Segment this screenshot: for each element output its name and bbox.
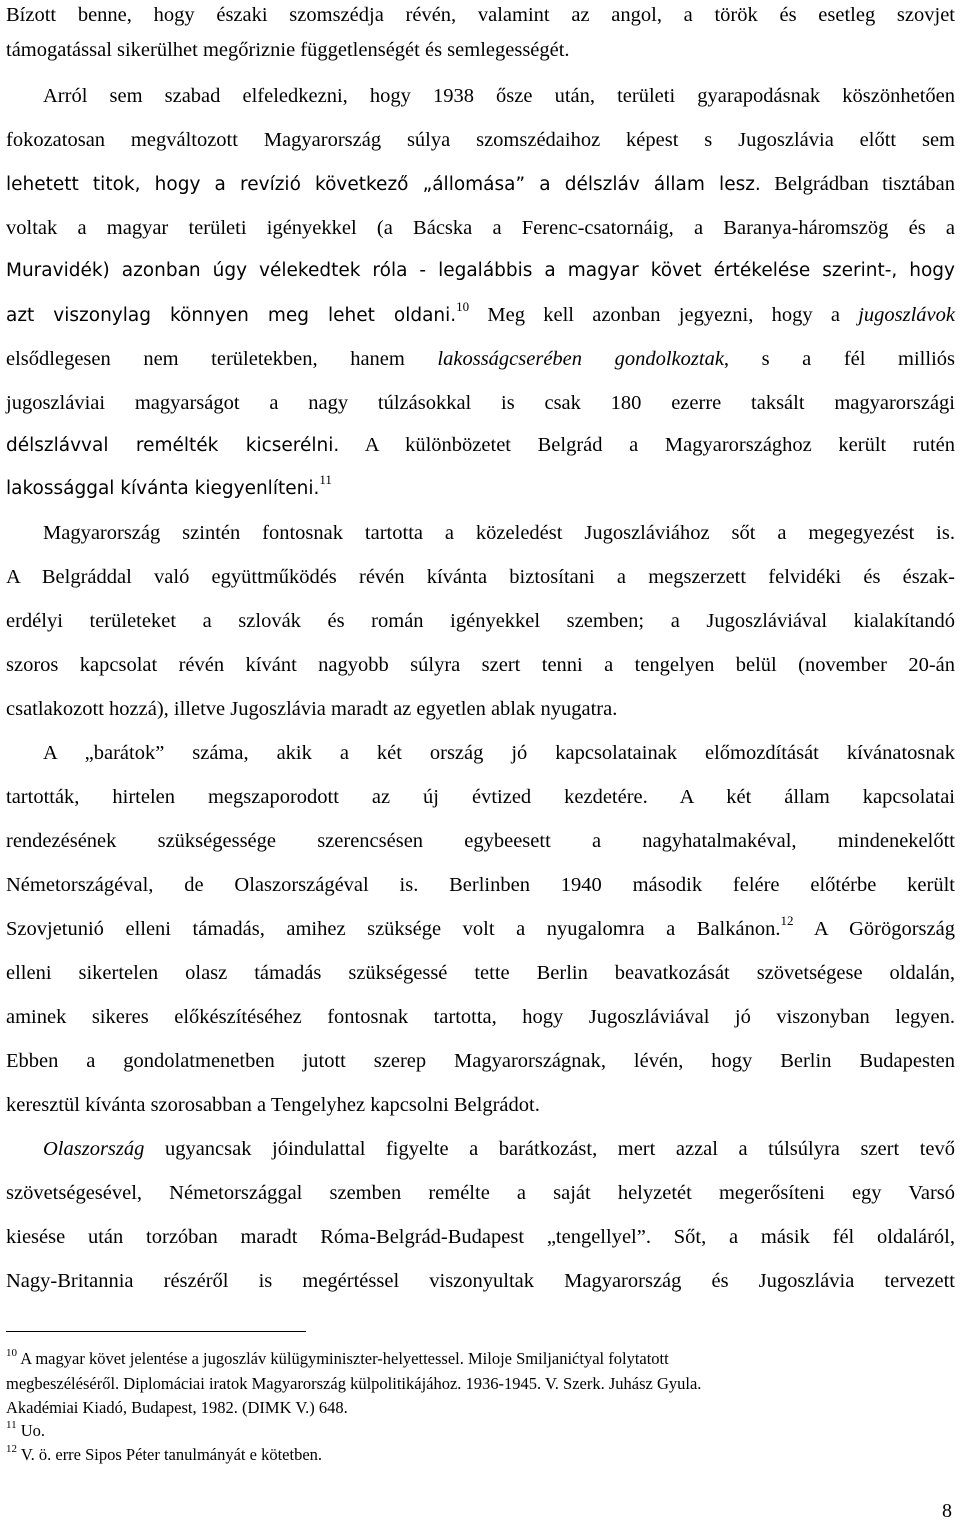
- footnote: [6, 1348, 669, 1370]
- text-run: Szovjetunió elleni támadás, amihez szüksége volt a nyugalomra a Balkánon.: [6, 918, 781, 940]
- body-line: fokozatosan megváltozott Magyarország súlya szomszédaihoz képest s Jugoszlávia előtt sem: [6, 129, 955, 151]
- body-line: Németországéval, de Olaszországéval is. Berlinben 1940 második felére előtérbe került: [6, 874, 955, 896]
- text-run: , s a fél milliós: [723, 348, 955, 370]
- page-number: 8: [942, 1500, 952, 1522]
- footnote-text: Uo.: [16, 1421, 46, 1440]
- footnote-text: Akadémiai Kiadó, Budapest, 1982. (DIMK V.) 648.: [6, 1398, 348, 1417]
- body-line: [6, 433, 955, 458]
- body-line: [6, 172, 955, 197]
- body-line: A „barátok” száma, akik a két ország jó kapcsolatainak előmozdítását kívánatosnak: [43, 742, 955, 764]
- body-line: támogatással sikerülhet megőriznie függetlenségét és semlegességét.: [6, 39, 570, 61]
- body-line: erdélyi területeket a szlovák és román igényekkel szemben; a Jugoszláviával kialakítandó: [6, 610, 955, 632]
- footnote-separator: [6, 1331, 306, 1332]
- body-line: Arról sem szabad elfeledkezni, hogy 1938 ősze után, területi gyarapodásnak köszönhetően: [43, 85, 955, 107]
- footnote-ref: 12: [780, 913, 794, 929]
- footnote-ref: 11: [319, 472, 332, 488]
- body-line: [6, 347, 955, 371]
- body-line: aminek sikeres előkészítéséhez fontosnak tartotta, hogy Jugoszláviával jó viszonyban legyen.: [6, 1006, 955, 1028]
- body-line: Bízott benne, hogy északi szomszédja révén, valamint az angol, a török és esetleg szovjet: [6, 4, 955, 26]
- body-line: elleni sikertelen olasz támadás szükségessé tette Berlin beavatkozását szövetségese oldalán,: [6, 962, 955, 984]
- text-run: A Görögország: [793, 918, 955, 940]
- body-line: [43, 1137, 955, 1161]
- body-line: rendezésének szükségessége szerencsésen egybeesett a nagyhatalmakéval, mindenekelőtt: [6, 830, 955, 852]
- body-line: [6, 299, 955, 328]
- text-run: ugyancsak jóindulattal figyelte a barátkozást, mert azzal a túlsúlyra szert tevő: [144, 1138, 955, 1160]
- body-line: Nagy-Britannia részéről is megértéssel viszonyultak Magyarország és Jugoszlávia tervezett: [6, 1270, 955, 1292]
- footnote-text: V. ö. erre Sipos Péter tanulmányát e kötetben.: [17, 1445, 323, 1464]
- text-run: Meg kell azonban jegyezni, hogy a: [469, 304, 859, 326]
- body-line: szövetségesével, Németországgal szemben remélte a saját helyzetét megerősíteni egy Varsó: [6, 1182, 955, 1204]
- text-run: revízió következő „állomása” a délszláv állam lesz.: [240, 174, 761, 195]
- body-line: A Belgráddal való együttműködés révén kívánta biztosítani a megszerzett felvidéki és észak-: [6, 566, 955, 588]
- footnote-number: 10: [6, 1346, 17, 1359]
- body-line: [6, 913, 955, 941]
- footnote: [6, 1444, 322, 1466]
- footnote-ref: 10: [456, 299, 470, 315]
- body-line: Muravidék) azonban úgy vélekedtek róla - legalábbis a magyar követ értékelése szerint-, hogy: [6, 260, 955, 281]
- footnote: [6, 1397, 348, 1419]
- footnote-number: 12: [6, 1442, 17, 1455]
- text-run: elsődlegesen nem területekben, hanem: [6, 348, 438, 370]
- footnote: [6, 1420, 45, 1442]
- body-line: kiesése után torzóban maradt Róma-Belgrád-Budapest „tengellyel”. Sőt, a másik fél oldaláról,: [6, 1226, 955, 1248]
- footnote-text: A magyar követ jelentése a jugoszláv külügyminiszter-helyettessel. Miloje Smiljanićtyal folytatott: [17, 1349, 669, 1368]
- text-run: lakosságcserében gondolkoztak: [437, 348, 724, 370]
- text-run: Olaszország: [43, 1138, 145, 1160]
- footnote: [6, 1373, 701, 1395]
- body-line: csatlakozott hozzá), illetve Jugoszlávia maradt az egyetlen ablak nyugatra.: [6, 698, 618, 720]
- body-line: Ebben a gondolatmenetben jutott szerep Magyarországnak, lévén, hogy Berlin Budapesten: [6, 1050, 955, 1072]
- footnote-text: megbeszéléséről. Diplomáciai iratok Magyarország külpolitikájához. 1936-1945. V. Szerk. Juhász Gyula.: [6, 1374, 702, 1393]
- text-run: lehetett titok, hogy a: [6, 174, 241, 195]
- text-run: azt viszonylag könnyen meg lehet oldani.: [6, 305, 457, 326]
- text-run: Belgrádban tisztában: [760, 173, 955, 195]
- text-run: A különbözetet Belgrád a Magyarországhoz került rutén: [339, 434, 955, 456]
- text-run: jugoszlávok: [858, 304, 955, 326]
- body-line: szoros kapcsolat révén kívánt nagyobb súlyra szert tenni a tengelyen belül (november 20-án: [6, 654, 955, 676]
- body-line: [6, 472, 332, 501]
- body-line: jugoszláviai magyarságot a nagy túlzásokkal is csak 180 ezerre taksált magyarországi: [6, 392, 955, 414]
- footnote-number: 11: [6, 1418, 17, 1431]
- body-line: Magyarország szintén fontosnak tartotta a közeledést Jugoszláviához sőt a megegyezést is.: [43, 522, 955, 544]
- text-run: lakossággal kívánta kiegyenlíteni.: [6, 478, 320, 499]
- body-line: keresztül kívánta szorosabban a Tengelyhez kapcsolni Belgrádot.: [6, 1094, 540, 1116]
- body-line: voltak a magyar területi igényekkel (a Bácska a Ferenc-csatornáig, a Baranya-háromszög és a: [6, 217, 955, 239]
- text-run: délszlávval remélték kicserélni.: [6, 435, 340, 456]
- body-line: tartották, hirtelen megszaporodott az új évtized kezdetére. A két állam kapcsolatai: [6, 786, 955, 808]
